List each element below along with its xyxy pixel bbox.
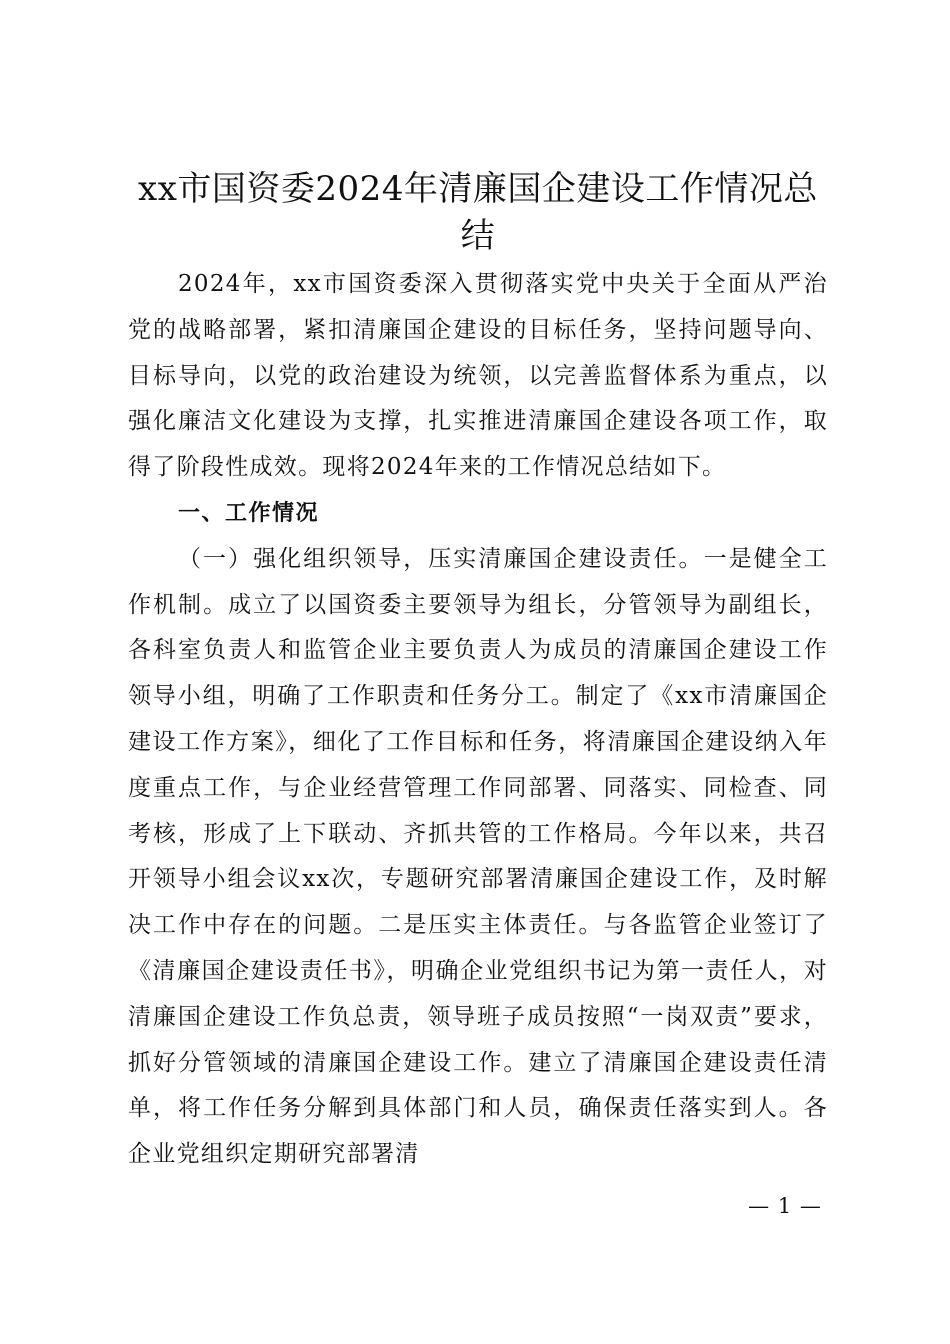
subsection-body: 一是健全工作机制。成立了以国资委主要领导为组长，分管领导为副组长，各科室负责人和监管企业主要负责人为成员的清廉国企建设工作领导小组，明确了工作职责和任务分工。制定了《xx市清廉国企建设工作方案》，细化了工作目标和任务，将清廉国企建设纳入年度重点工作，与企业经营管理工作同部署、同落实、同检查、同考核，形成了上下联动、齐抓共管的工作格局。今年以来，共召开领导小组会议xx次，专题研究部署清廉国企建设工作，及时解决工作中存在的问题。二是压实主体责任。与各监管企业签订了《清廉国企建设责任书》，明确企业党组织书记为第一责任人，对清廉国企建设工作负总责，领导班子成员按照“一岗双责”要求，抓好分管领域的清廉国企建设工作。建立了清廉国企建设责任清单，将工作任务分解到具体部门和人员，确保责任落实到人。各企业党组织定期研究部署清 [128, 545, 828, 1168]
subsection-paragraph [128, 537, 828, 1178]
page-number: — 1 — [748, 1194, 822, 1218]
intro-paragraph: 2024年，xx市国资委深入贯彻落实党中央关于全面从严治党的战略部署，紧扣清廉国企建设的目标任务，坚持问题导向、目标导向，以党的政治建设为统领，以完善监督体系为重点，以强化廉洁文化建设为支撑，扎实推进清廉国企建设各项工作，取得了阶段性成效。现将2024年来的工作情况总结如下。 [128, 271, 828, 481]
section-heading: 一、工作情况 [178, 500, 320, 526]
document-body [128, 262, 828, 1178]
document-title: xx市国资委2024年清廉国企建设工作情况总结 [138, 169, 818, 256]
subsection-lead: （一）强化组织领导，压实清廉国企建设责任。 [178, 545, 704, 572]
